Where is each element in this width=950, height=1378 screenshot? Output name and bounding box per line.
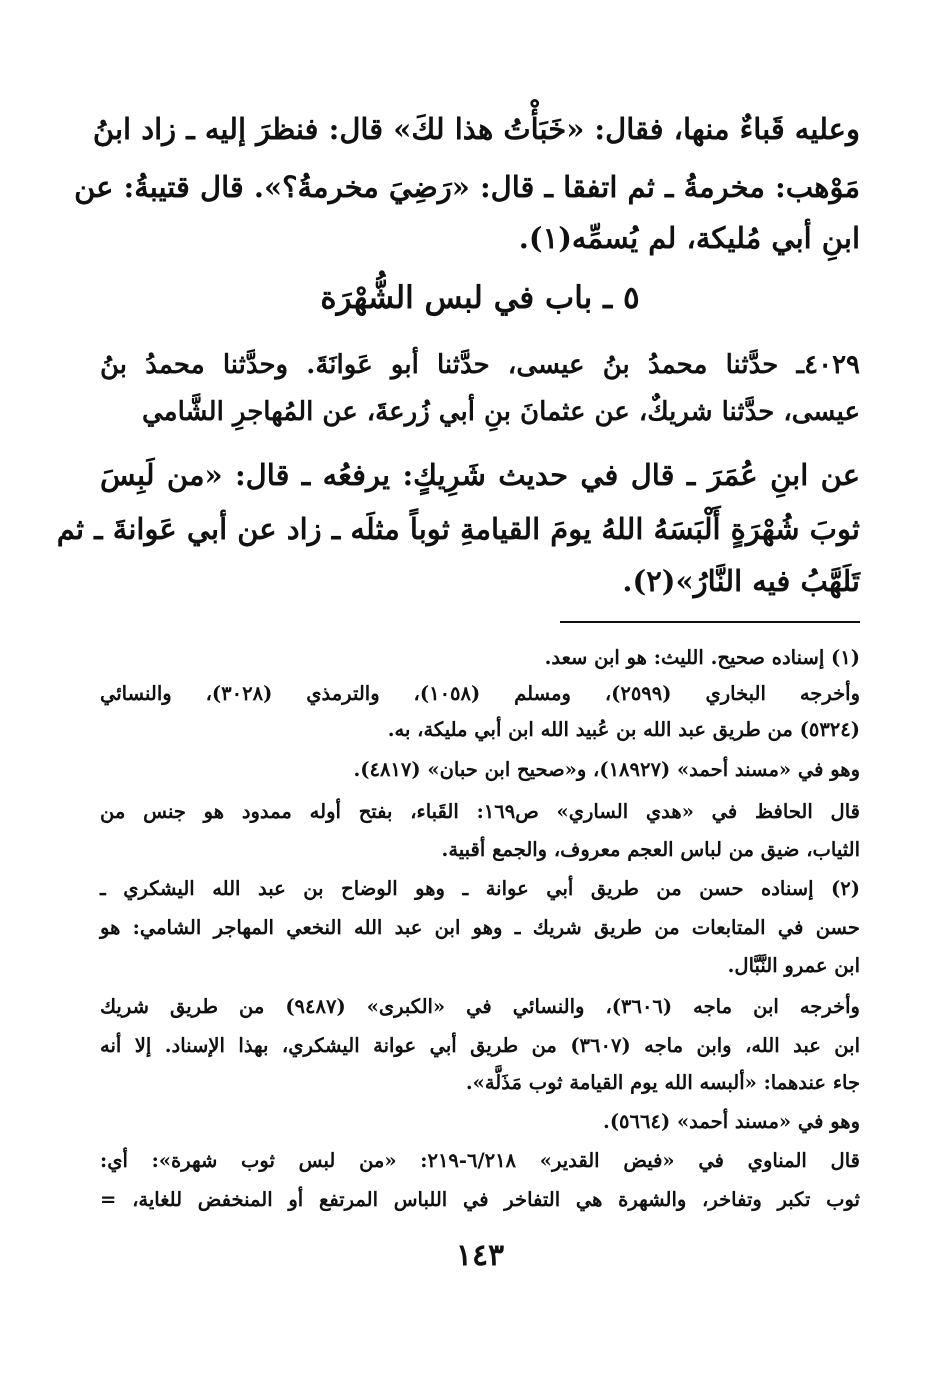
footnote-separator [560,621,860,623]
footnote-line: (٥٣٢٤) من طريق عبد الله بن عُبيد الله ابن أبي مليكة، به. [387,718,860,741]
footnote-line: حسن في المتابعات من طريق شريك ـ وهو ابن عبد الله النخعي المهاجر الشامي: هو [100,916,860,939]
hadith-matn-line-1: عن ابنِ عُمَرَ ـ قال في حديث شَرِيكٍ: يرفعُه ـ قال: «من لَبِسَ [100,458,860,492]
page-number: ١٤٣ [455,1238,505,1273]
hadith-isnad-line-1: ٤٠٢٩ـ حدَّثنا محمدُ بنُ عيسى، حدَّثنا أبو عَوانَةَ. وحدَّثنا محمدُ بنُ [100,350,860,380]
footnote-line: وأخرجه ابن ماجه (٣٦٠٦)، والنسائي في «الكبرى» (٩٤٨٧) من طريق شريك [100,995,860,1018]
footnote-line: ابن عبد الله، وابن ماجه (٣٦٠٧) من طريق أبي عوانة اليشكري، بهذا الإسناد. إلا أنه [100,1034,860,1057]
footnote-line: وهو في «مسند أحمد» (٥٦٦٤). [603,1110,860,1133]
footnote-line: جاء عندهما: «ألبسه الله يوم القيامة ثوب مَذَلَّة». [465,1071,860,1094]
footnote-line: (٢) إسناده حسن من طريق أبي عوانة ـ وهو الوضاح بن عبد الله اليشكري ـ [100,877,860,900]
footnote-line: قال الحافظ في «هدي الساري» ص١٦٩: القَباء، بفتح أوله ممدود هو جنس من [100,800,860,823]
footnote-line: وهو في «مسند أحمد» (١٨٩٢٧)، و«صحيح ابن حبان» (٤٨١٧). [353,758,860,781]
footnote-line: ابن عمرو النَّبَّال. [727,954,860,977]
hadith-matn-line-3: تَلَهَّبُ فيه النَّارُ»(٢). [622,564,860,598]
footnote-line: وأخرجه البخاري (٢٥٩٩)، ومسلم (١٠٥٨)، والترمذي (٣٠٢٨)، والنسائي [100,682,861,705]
chapter-heading: ٥ ـ باب في لبس الشُّهْرَة [320,280,640,316]
footnote-line: الثياب، ضيق من لباس العجم معروف، والجمع أقبية. [441,838,860,861]
footnote-line: ثوب تكبر وتفاخر، والشهرة هي التفاخر في اللباس المرتفع أو المنخفض للغاية، = [100,1188,860,1211]
main-text-line-1: وعليه قَباءٌ منها، فقال: «خَبَأْتُ هذا لكَ» قال: فنظرَ إليه ـ زاد ابنُ [92,112,860,146]
footnote-line: قال المناوي في «فيض القدير» ٦/٢١٨-٢١٩: «من لبس ثوب شهرة»: أي: [100,1149,860,1172]
main-text-line-2: مَوْهب: مخرمةُ ـ ثم اتفقا ـ قال: «رَضِيَ مخرمةُ؟». قال قتيبةُ: عن [74,170,860,204]
hadith-matn-line-2: ثوبَ شُهْرَةٍ أَلْبَسَهُ اللهُ يومَ القيامةِ ثوباً مثلَه ـ زاد عن أبي عَوانةَ ـ ثم [56,512,860,546]
hadith-isnad-line-2: عيسى، حدَّثنا شريكٌ، عن عثمانَ بنِ أبي زُرعةَ، عن المُهاجرِ الشَّامي [141,397,860,427]
main-text-line-3: ابنِ أبي مُليكة، لم يُسمِّه(١). [518,221,860,255]
footnote-line: (١) إسناده صحيح. الليث: هو ابن سعد. [544,646,860,669]
